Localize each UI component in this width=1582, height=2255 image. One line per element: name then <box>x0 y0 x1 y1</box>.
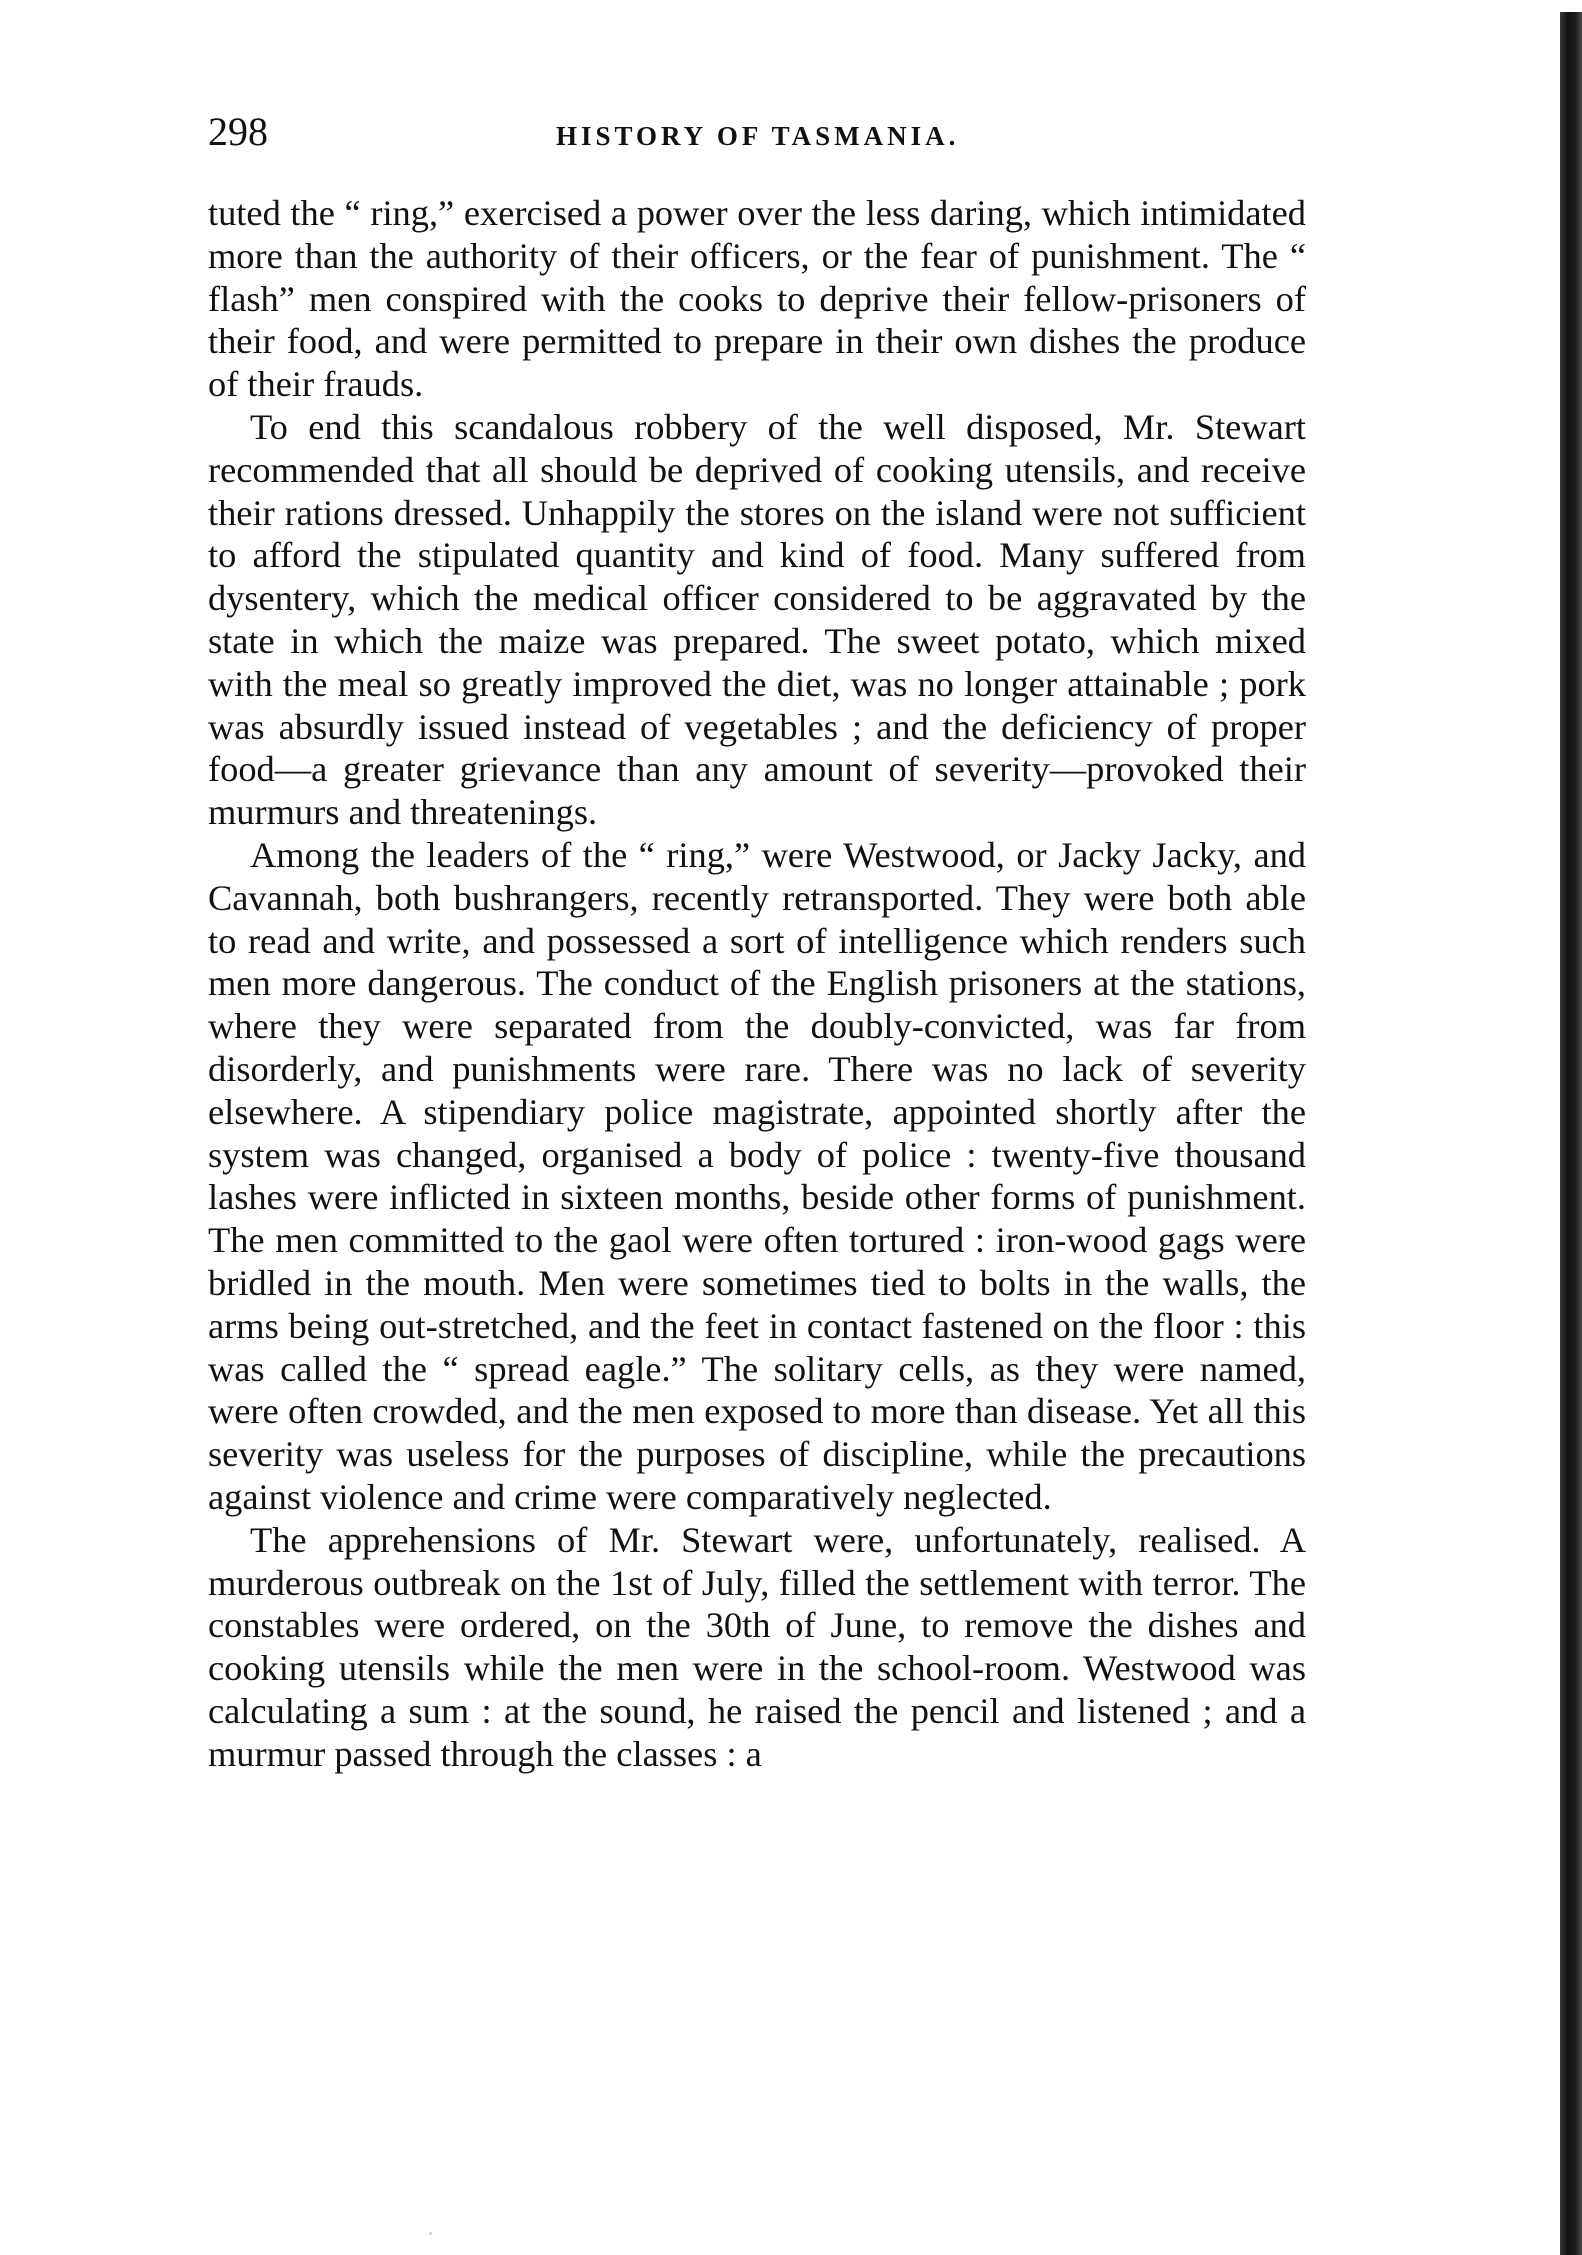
binding-edge <box>1560 12 1582 2255</box>
paragraph-continued: tuted the “ ring,” exercised a power over the less daring, which intimidated more than the authority of their officers, or the fear of punishment. The “ flash” men conspired with the cooks to deprive their fellow-prisoners of their food, and were permitted to prepare in their own dishes the produce of their frauds. <box>208 193 1306 405</box>
page-number: 298 <box>208 109 268 154</box>
body-text <box>208 192 1306 1775</box>
paragraph: Among the leaders of the “ ring,” were Westwood, or Jacky Jacky, and Cavannah, both bushrangers, recently retransported. They were both able to read and write, and possessed a sort of intelligence which renders such men more dangerous. The conduct of the English prisoners at the stations, where they were separated from the doubly-convicted, was far from disorderly, and punishments were rare. There was no lack of severity elsewhere. A stipendiary police magistrate, appointed shortly after the system was changed, organised a body of police : twenty-five thousand lashes were inflicted in sixteen months, beside other forms of punishment. The men committed to the gaol were often tortured : iron-wood gags were bridled in the mouth. Men were sometimes tied to bolts in the walls, the arms being out-stretched, and the feet in contact fastened on the floor : this was called the “ spread eagle.” The solitary cells, as they were named, were often crowded, and the men exposed to more than disease. Yet all this severity was useless for the purposes of discipline, while the precautions against violence and crime were comparatively neglected. <box>208 834 1306 1517</box>
page-header <box>208 108 1308 168</box>
paragraph: To end this scandalous robbery of the well disposed, Mr. Stewart recommended that all should be deprived of cooking utensils, and receive their rations dressed. Unhappily the stores on the island were not sufficient to afford the stipulated quantity and kind of food. Many suffered from dysentery, which the medical officer considered to be aggravated by the state in which the maize was prepared. The sweet potato, which mixed with the meal so greatly improved the diet, was no longer attainable ; pork was absurdly issued instead of vegetables ; and the deficiency of proper food—a greater grievance than any amount of severity—provoked their murmurs and threatenings. <box>208 406 1306 833</box>
scan-speck <box>429 2232 432 2235</box>
paragraph: The apprehensions of Mr. Stewart were, unfortunately, realised. A murderous outbreak on the 1st of July, filled the settlement with terror. The constables were ordered, on the 30th of June, to remove the dishes and cooking utensils while the men were in the school-room. Westwood was calculating a sum : at the sound, he raised the pencil and listened ; and a murmur passed through the classes : a <box>208 1519 1306 1774</box>
running-head: HISTORY OF TASMANIA. <box>556 121 960 151</box>
